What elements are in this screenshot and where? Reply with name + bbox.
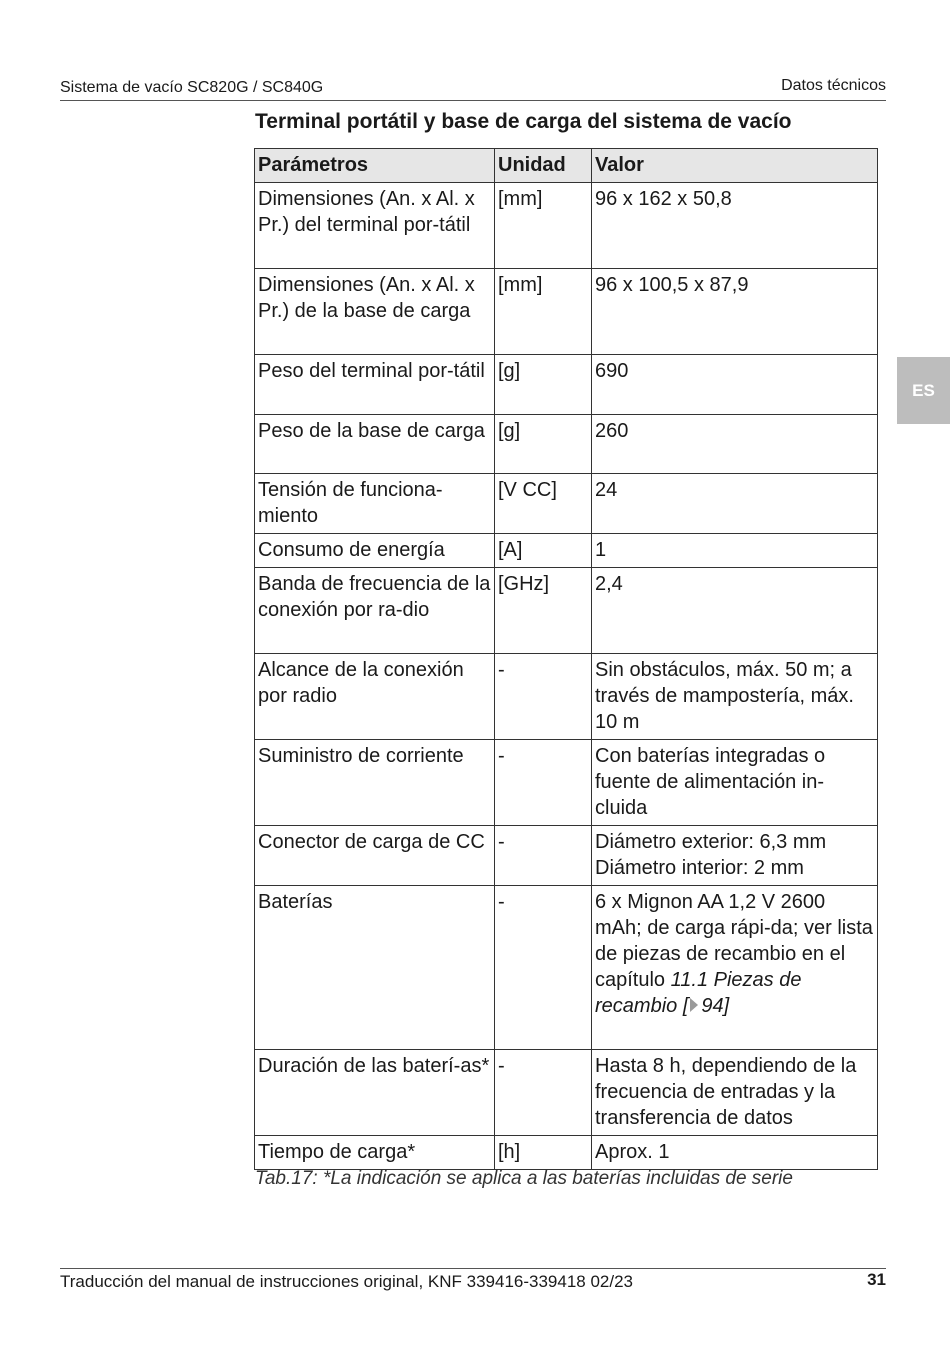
row-unit: [V CC] — [495, 474, 592, 534]
row-value: 690 — [592, 355, 878, 415]
table-row — [255, 886, 878, 1050]
page-ref-number: 94] — [701, 995, 730, 1017]
row-unit: [g] — [495, 415, 592, 474]
row-unit: [mm] — [495, 269, 592, 355]
row-parameter: Peso de la base de carga — [255, 415, 495, 474]
row-unit: - — [495, 740, 592, 826]
column-header-unit: Unidad — [495, 149, 592, 183]
page-arrow-icon — [690, 998, 698, 1012]
row-parameter: Alcance de la conexión por radio — [255, 654, 495, 740]
header-chapter-title: Datos técnicos — [781, 77, 886, 94]
page-ref-open-bracket: [ — [682, 995, 689, 1017]
table-row — [255, 415, 878, 474]
row-parameter: Baterías — [255, 886, 495, 1050]
footer-manual-reference: Traducción del manual de instrucciones original, KNF 339416-339418 02/23 — [60, 1272, 634, 1291]
row-parameter: Tiempo de carga* — [255, 1136, 495, 1170]
row-value: 1 — [592, 534, 878, 568]
row-parameter: Peso del terminal por-tátil — [255, 355, 495, 415]
table-header-row — [255, 149, 878, 183]
spare-parts-chapter-link[interactable]: 11.1 Piezas de recambio — [595, 969, 802, 1017]
row-parameter: Conector de carga de CC — [255, 826, 495, 886]
row-parameter: Dimensiones (An. x Al. x Pr.) del terminal por-tátil — [255, 183, 495, 269]
row-unit: [A] — [495, 534, 592, 568]
table-row — [255, 654, 878, 740]
value-line-inner-diameter: Diámetro interior: 2 mm — [595, 857, 804, 879]
column-header-value: Valor — [592, 149, 878, 183]
row-unit: - — [495, 1050, 592, 1136]
row-value: Aprox. 1 — [592, 1136, 878, 1170]
row-value: Sin obstáculos, máx. 50 m; a través de mampostería, máx. 10 m — [592, 654, 878, 740]
row-value: 96 x 100,5 x 87,9 — [592, 269, 878, 355]
table-row — [255, 1136, 878, 1170]
table-row — [255, 534, 878, 568]
language-tab: ES — [897, 357, 950, 424]
row-unit: [mm] — [495, 183, 592, 269]
row-parameter: Consumo de energía — [255, 534, 495, 568]
row-value: 260 — [592, 415, 878, 474]
row-unit: - — [495, 886, 592, 1050]
row-value: 2,4 — [592, 568, 878, 654]
specifications-table — [254, 148, 878, 1170]
row-parameter: Duración de las baterí-as* — [255, 1050, 495, 1136]
row-unit: [h] — [495, 1136, 592, 1170]
table-row — [255, 183, 878, 269]
row-parameter: Dimensiones (An. x Al. x Pr.) de la base de carga — [255, 269, 495, 355]
row-value: Hasta 8 h, dependiendo de la frecuencia de entradas y la transferencia de datos — [592, 1050, 878, 1136]
section-title: Terminal portátil y base de carga del sistema de vacío — [255, 110, 792, 133]
table-row — [255, 568, 878, 654]
row-parameter: Tensión de funciona-miento — [255, 474, 495, 534]
table-row — [255, 1050, 878, 1136]
row-value — [592, 826, 878, 886]
value-line-outer-diameter: Diámetro exterior: 6,3 mm — [595, 831, 827, 853]
table-row — [255, 826, 878, 886]
page-number: 31 — [867, 1270, 886, 1289]
row-value — [592, 886, 878, 1050]
page-reference-link[interactable] — [683, 995, 729, 1017]
row-value: Con baterías integradas o fuente de alimentación in-cluida — [592, 740, 878, 826]
footer-divider — [60, 1268, 886, 1269]
table-row — [255, 269, 878, 355]
header-divider — [60, 100, 886, 101]
row-parameter: Suministro de corriente — [255, 740, 495, 826]
column-header-parameters: Parámetros — [255, 149, 495, 183]
table-row — [255, 355, 878, 415]
header-document-title: Sistema de vacío SC820G / SC840G — [60, 79, 324, 96]
row-unit: - — [495, 826, 592, 886]
row-unit: - — [495, 654, 592, 740]
row-value: 96 x 162 x 50,8 — [592, 183, 878, 269]
row-value: 24 — [592, 474, 878, 534]
row-unit: [GHz] — [495, 568, 592, 654]
table-row — [255, 474, 878, 534]
table-caption: Tab.17: *La indicación se aplica a las baterías incluidas de serie — [255, 1168, 793, 1189]
row-unit: [g] — [495, 355, 592, 415]
row-parameter: Banda de frecuencia de la conexión por ra-dio — [255, 568, 495, 654]
table-row — [255, 740, 878, 826]
batteries-value-text: 6 x Mignon AA 1,2 V 2600 mAh; de carga rápi-da; ver lista de piezas de recambio en el capítulo — [595, 891, 873, 991]
